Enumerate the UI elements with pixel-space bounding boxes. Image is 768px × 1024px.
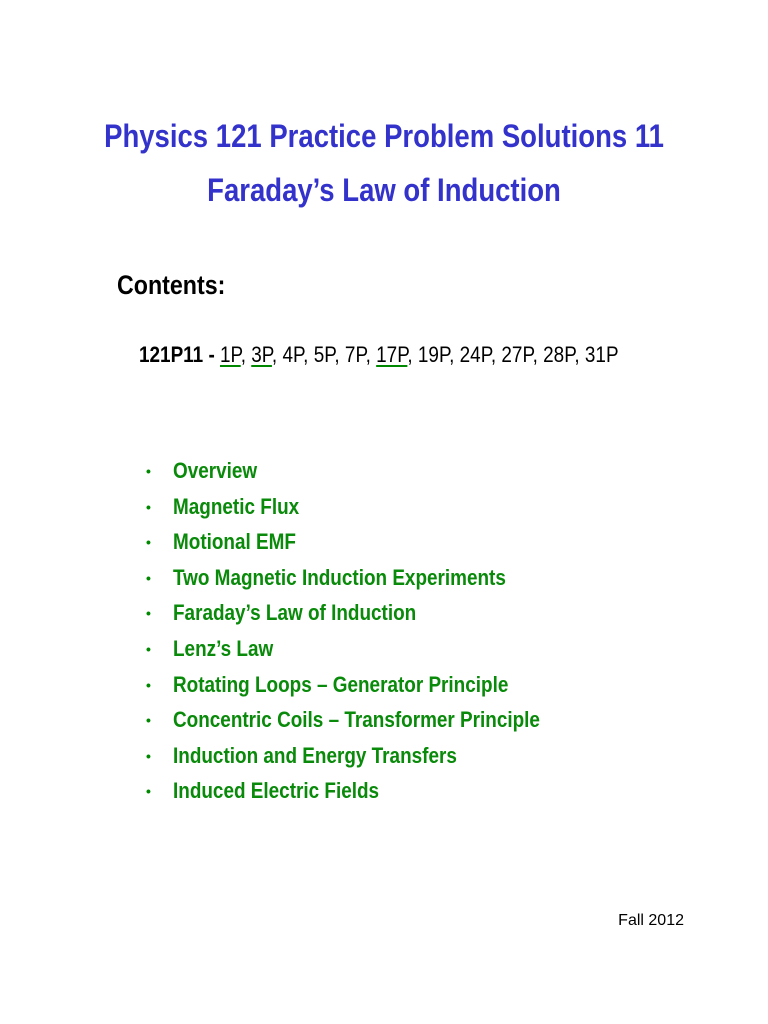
problem-27p: 27P: [501, 342, 533, 367]
bullet-icon: •: [146, 498, 151, 515]
topic-label: Two Magnetic Induction Experiments: [173, 564, 506, 590]
topic-label: Induced Electric Fields: [173, 778, 380, 804]
bullet-icon: •: [146, 747, 151, 764]
page-title: Physics 121 Practice Problem Solutions 11: [104, 118, 664, 154]
bullet-icon: •: [146, 783, 151, 800]
bullet-icon: •: [146, 605, 151, 622]
topic-label: Induction and Energy Transfers: [173, 742, 457, 768]
problem-separator: ,: [240, 342, 252, 367]
problem-31p: 31P: [584, 342, 619, 367]
topic-label: Concentric Coils – Transformer Principle: [173, 707, 540, 733]
problem-items: [220, 342, 619, 367]
problem-1p-link[interactable]: 1P: [220, 342, 241, 367]
problem-list: [139, 340, 619, 370]
bullet-icon: •: [146, 569, 151, 586]
topic-label: Lenz’s Law: [173, 635, 274, 661]
problem-separator: ,: [365, 342, 377, 367]
problem-19p: 19P: [417, 342, 450, 367]
problem-7p: 7P: [344, 342, 366, 367]
bullet-icon: •: [146, 534, 151, 551]
problem-separator: ,: [490, 342, 502, 367]
problem-separator: ,: [271, 342, 283, 367]
topic-label: Faraday’s Law of Induction: [173, 600, 417, 626]
bullet-icon: •: [146, 640, 151, 657]
contents-heading: Contents:: [117, 270, 226, 300]
problem-separator: ,: [532, 342, 544, 367]
page-subtitle: Faraday’s Law of Induction: [207, 172, 561, 208]
topic-label: Overview: [173, 458, 258, 483]
topic-label: Rotating Loops – Generator Principle: [173, 671, 509, 697]
footer-date: Fall 2012: [618, 912, 684, 929]
bullet-icon: •: [146, 463, 151, 479]
problem-3p-link[interactable]: 3P: [251, 342, 272, 367]
problem-28p: 28P: [543, 342, 575, 367]
problem-separator: ,: [574, 342, 585, 367]
problem-5p: 5P: [313, 342, 335, 367]
topic-label: Magnetic Flux: [173, 493, 300, 519]
problem-separator: ,: [334, 342, 345, 367]
problem-separator: ,: [303, 342, 314, 367]
problem-17p-link[interactable]: 17P: [376, 342, 408, 367]
problem-24p: 24P: [459, 342, 491, 367]
topic-label: Motional EMF: [173, 529, 296, 555]
bullet-icon: •: [146, 676, 151, 693]
bullet-icon: •: [146, 712, 151, 729]
problem-set-prefix: 121P11 -: [139, 342, 221, 367]
problem-separator: ,: [449, 342, 460, 367]
problem-separator: ,: [407, 342, 418, 367]
problem-4p: 4P: [282, 342, 304, 367]
